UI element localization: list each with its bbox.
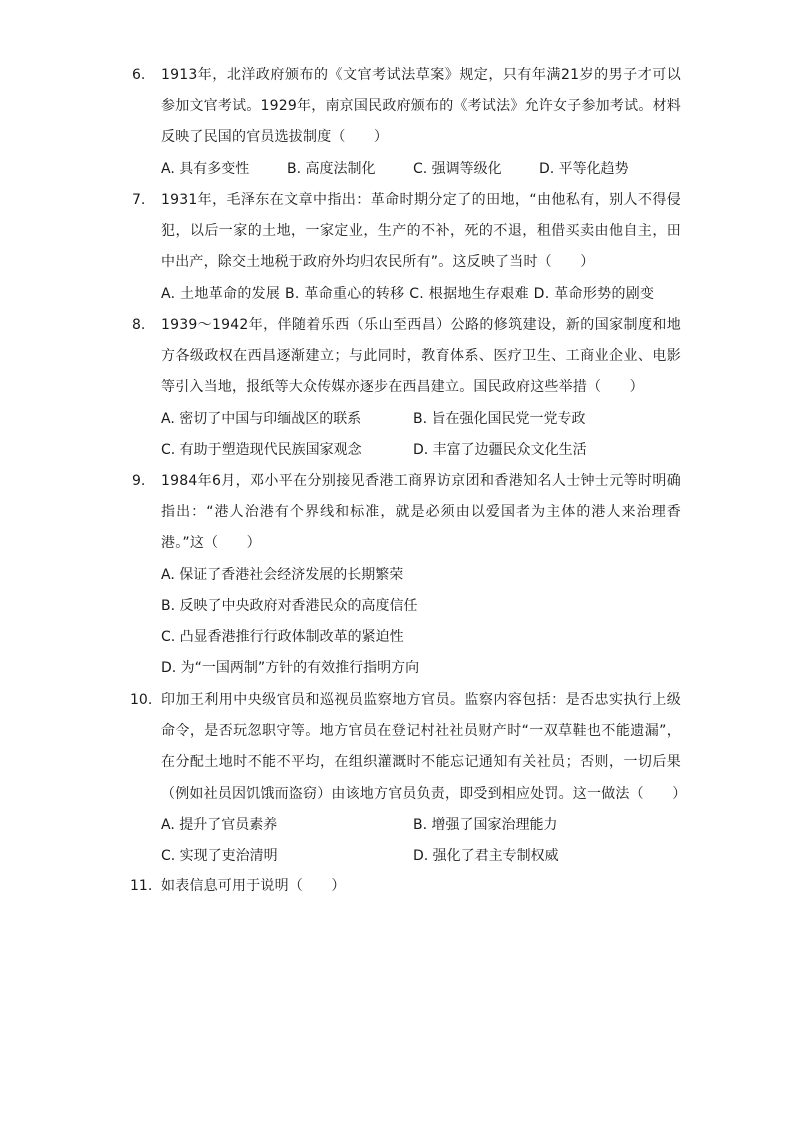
question-number: 11. [130, 878, 153, 894]
option-d[interactable]: D. 强化了君主专制权威 [413, 848, 559, 864]
question-number: 6. [132, 67, 146, 83]
option-b[interactable]: B. 反映了中央政府对香港民众的高度信任 [161, 598, 418, 614]
option-b[interactable]: B. 旨在强化国民党一党专政 [413, 411, 586, 427]
option-b[interactable]: B. 高度法制化 [287, 161, 376, 177]
option-b[interactable]: B. 增强了国家治理能力 [413, 817, 558, 833]
question-number: 8. [132, 317, 146, 333]
options-line[interactable]: A. 土地革命的发展 B. 革命重心的转移 C. 根据地生存艰难 D. 革命形势的剧变 [161, 286, 655, 302]
option-c[interactable]: C. 凸显香港推行行政体制改革的紧迫性 [161, 629, 404, 645]
question-stem: 1939～1942年，伴随着乐西（乐山至西昌）公路的修筑建设，新的国家制度和地方各级政权在西昌逐渐建立；与此同时，教育体系、医疗卫生、工商业企业、电影等引入当地，报纸等大众传媒亦逐步在西昌建立。国民政府这些举措（ ） [161, 317, 681, 396]
question-stem: 如表信息可用于说明（ ） [161, 878, 346, 894]
option-a[interactable]: A. 提升了官员素养 [161, 817, 278, 833]
option-d[interactable]: D. 为“一国两制”方针的有效推行指明方向 [161, 660, 420, 676]
option-a[interactable]: A. 保证了香港社会经济发展的长期繁荣 [161, 567, 404, 583]
option-a[interactable]: A. 密切了中国与印缅战区的联系 [161, 411, 362, 427]
option-d[interactable]: D. 平等化趋势 [539, 161, 629, 177]
question-stem: 1984年6月，邓小平在分别接见香港工商界访京团和香港知名人士钟士元等时明确指出：“港人治港有个界线和标准，就是必须由以爱国者为主体的港人来治理香港。”这（ ） [161, 473, 681, 552]
question-number: 7. [132, 192, 146, 208]
question-number: 10. [130, 692, 153, 708]
question-stem: 印加王利用中央级官员和巡视员监察地方官员。监察内容包括：是否忠实执行上级命令，是否玩忽职守等。地方官员在登记村社社员财产时“一双草鞋也不能遗漏”，在分配土地时不能不平均，在组织灌溉时不能忘记通知有关社员；否则，一切后果（例如社员因饥饿而盗窃）由该地方官员负责，即受到相应处罚。这一做法（ ） [161, 692, 687, 802]
option-c[interactable]: C. 强调等级化 [413, 161, 502, 177]
option-c[interactable]: C. 实现了吏治清明 [161, 848, 278, 864]
option-c[interactable]: C. 有助于塑造现代民族国家观念 [161, 442, 362, 458]
question-stem: 1931年，毛泽东在文章中指出：革命时期分定了的田地，“由他私有，别人不得侵犯，以后一家的土地，一家定业，生产的不补，死的不退，租借买卖由他自主，田中出产，除交土地税于政府外均归农民所有”。这反映了当时（ ） [161, 192, 681, 271]
option-d[interactable]: D. 丰富了边疆民众文化生活 [413, 442, 587, 458]
option-a[interactable]: A. 具有多变性 [161, 161, 250, 177]
question-number: 9. [132, 473, 146, 489]
question-stem: 1913年，北洋政府颁布的《文官考试法草案》规定，只有年满21岁的男子才可以参加文官考试。1929年，南京国民政府颁布的《考试法》允许女子参加考试。材料反映了民国的官员选拔制度（ ） [161, 67, 681, 146]
